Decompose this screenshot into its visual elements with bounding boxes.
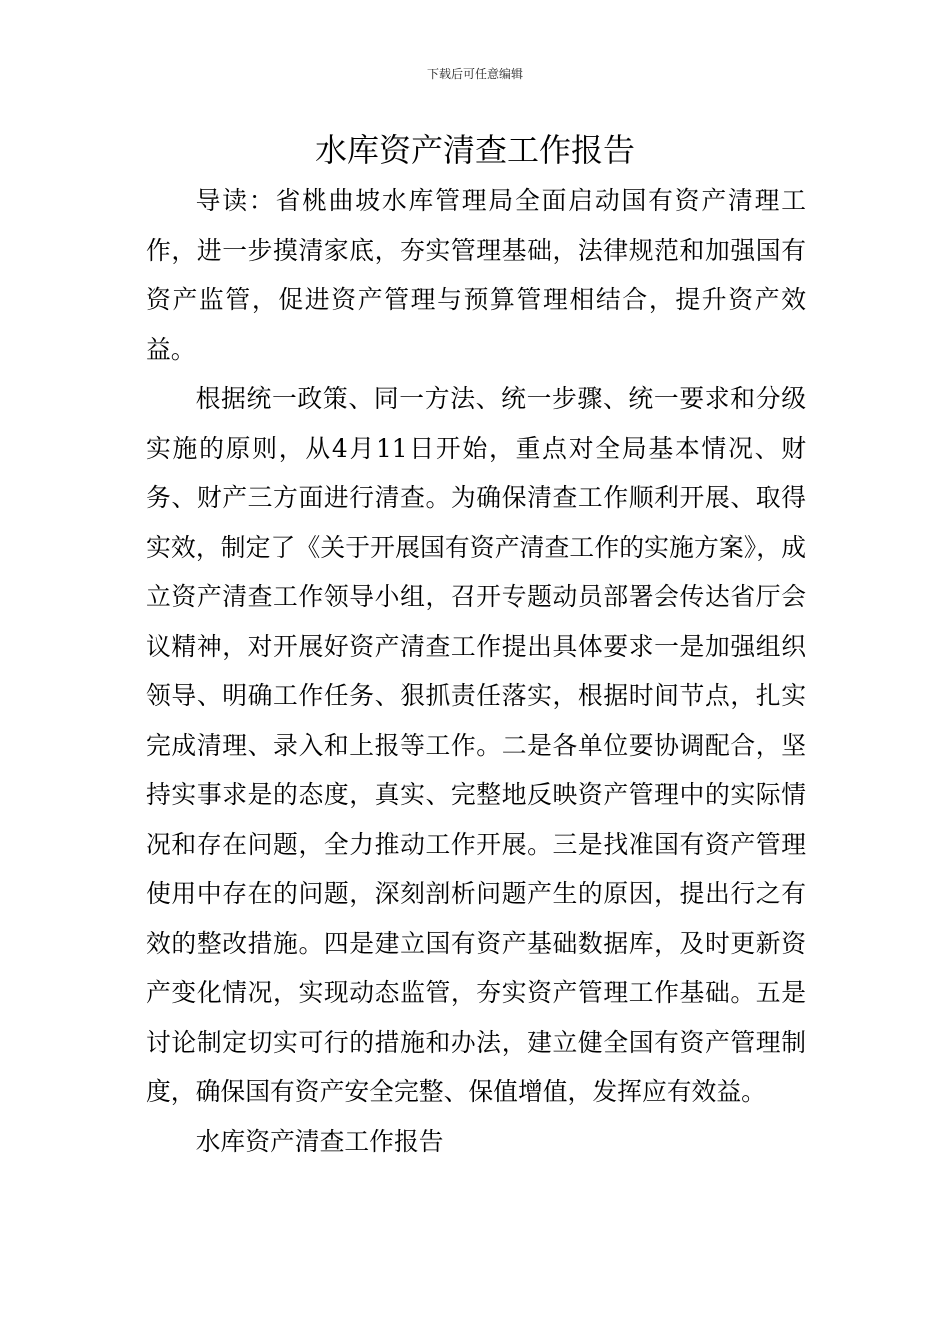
paragraph-closing-title: 水库资产清查工作报告 — [195, 1126, 444, 1156]
document-title: 水库资产清查工作报告 — [314, 131, 635, 169]
paragraph-main: 根据统一政策、同一方法、统一步骤、统一要求和分级实施的原则，从4月11日开始，重点对全局基本情况、财务、财产三方面进行清查。为确保清查工作顺利开展、取得实效，制定了《关于开展国有资产清查工作的实施方案》，成立资产清查工作领导小组，召开专题动员部署会传达省厅会议精神，对开展好资产清查工作提出具体要求一是加强组织领导、明确工作任务、狠抓责任落实，根据时间节点，扎实完成清理、录入和上报等工作。二是各单位要协调配合，坚持实事求是的态度，真实、完整地反映资产管理中的实际情况和存在问题，全力推动工作开展。三是找准国有资产管理使用中存在的问题，深刻剖析问题产生的原因，提出行之有效的整改措施。四是建立国有资产基础数据库，及时更新资产变化情况，实现动态监管，夯实资产管理工作基础。五是讨论制定切实可行的措施和办法，建立健全国有资产管理制度，确保国有资产安全完整、保值增值，发挥应有效益。 — [146, 384, 806, 1106]
document-body — [146, 176, 806, 1166]
paragraph-intro: 导读：省桃曲坡水库管理局全面启动国有资产清理工作，进一步摸清家底，夯实管理基础，法律规范和加强国有资产监管，促进资产管理与预算管理相结合，提升资产效益。 — [146, 186, 806, 364]
header-note: 下载后可任意编辑 — [426, 67, 523, 81]
